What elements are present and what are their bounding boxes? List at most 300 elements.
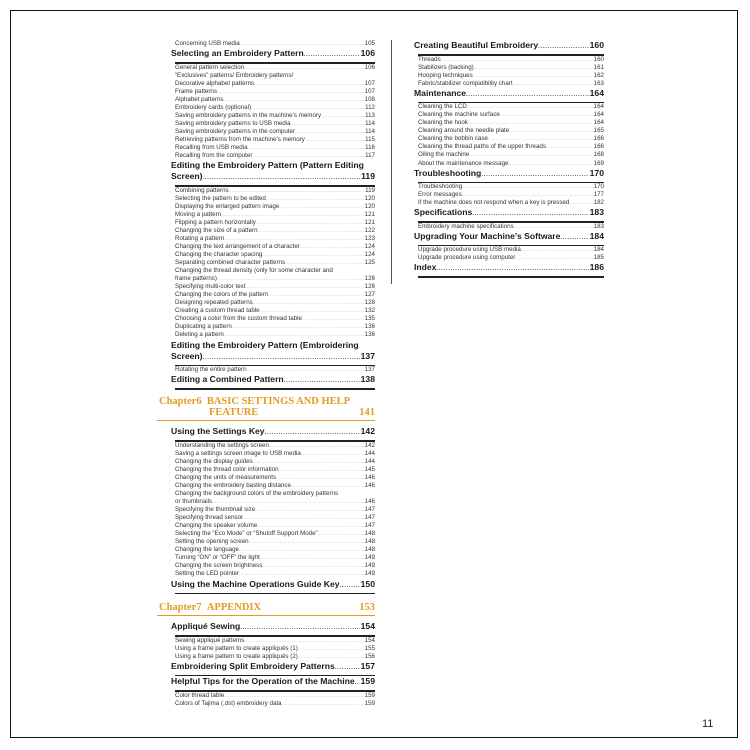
toc-entry-page: 106 — [360, 48, 375, 59]
chapter6-rule — [157, 420, 375, 422]
toc-entry-page: 137 — [364, 366, 375, 373]
toc-entry-title: General pattern selection — [175, 63, 245, 71]
toc-entry-title: Helpful Tips for the Operation of the Machine — [171, 676, 355, 687]
toc-entry-title: Editing a Combined Pattern — [171, 374, 284, 385]
toc-entry-page: 184 — [593, 246, 604, 254]
toc-section-entry[interactable] — [157, 351, 375, 364]
toc-section-entry[interactable] — [400, 168, 604, 181]
dot-leader — [462, 191, 593, 199]
toc-section-entry[interactable] — [157, 579, 375, 592]
toc-section-entry[interactable] — [157, 374, 375, 387]
chapter7-entries — [157, 621, 375, 708]
toc-entry-page: 161 — [593, 63, 604, 71]
toc-section-entry[interactable] — [157, 426, 375, 439]
toc-entry[interactable] — [157, 331, 375, 339]
toc-entry-page: 107 — [364, 87, 375, 95]
toc-entry-page: 155 — [364, 644, 375, 652]
toc-entry-page: 183 — [593, 222, 604, 230]
chapter6-page: 141 — [359, 407, 375, 419]
toc-entry-page: 106 — [364, 63, 375, 71]
toc-entry-title: Understanding the settings screen — [175, 441, 269, 449]
toc-entry-title-line: “Exclusives” patterns/ Embroidery patterns/ — [175, 71, 294, 79]
toc-section-entry[interactable] — [400, 231, 604, 244]
toc-entry-title: Selecting the pattern to be edited — [175, 194, 266, 202]
toc-entry-page: 119 — [361, 171, 375, 182]
toc-entry-page: 150 — [360, 578, 375, 589]
toc-entry-title: Decorative alphabet patterns — [175, 79, 255, 87]
toc-entry-title: Combining patterns — [175, 186, 229, 194]
toc-entry[interactable] — [400, 72, 604, 80]
toc-entry-page: 121 — [364, 218, 375, 226]
toc-entry[interactable] — [157, 128, 375, 136]
toc-right-entries — [400, 40, 604, 278]
toc-entry[interactable] — [400, 111, 604, 119]
toc-entry-page: 148 — [364, 538, 375, 546]
toc-entry[interactable] — [157, 96, 375, 104]
dot-leader — [481, 168, 588, 181]
toc-entry-page: 170 — [589, 167, 604, 178]
toc-entry-page: 138 — [360, 374, 375, 385]
toc-entry-page: 160 — [589, 40, 604, 50]
section-rule — [175, 388, 375, 390]
toc-entry[interactable] — [157, 466, 375, 474]
toc-section-entry[interactable] — [400, 40, 604, 53]
toc-entry[interactable] — [157, 219, 375, 227]
dot-leader — [255, 506, 364, 514]
dot-leader — [221, 211, 364, 219]
toc-entry-page: 136 — [364, 331, 375, 339]
dot-leader — [513, 80, 593, 88]
toc-entry-page: 114 — [365, 119, 375, 127]
toc-section-title-line: Editing the Embroidery Pattern (Embroidering — [171, 339, 359, 350]
toc-entry[interactable] — [157, 562, 375, 570]
toc-entry-title: If the machine does not respond when a key is pressed — [418, 199, 570, 207]
toc-entry[interactable] — [157, 450, 375, 458]
dot-leader — [262, 251, 363, 259]
toc-entry-title: Changing the speaker volume — [175, 522, 258, 530]
toc-entry-page: 148 — [364, 530, 375, 538]
toc-entry-page: 147 — [364, 514, 375, 522]
toc-entry-title: Using the Machine Operations Guide Key — [171, 578, 340, 589]
toc-entry-title: Troubleshooting — [414, 167, 482, 178]
dot-leader — [318, 530, 364, 538]
toc-entry-title: Frame patterns — [175, 87, 217, 95]
toc-entry-page: 142 — [360, 426, 375, 437]
toc-entry-title: Index — [414, 262, 437, 273]
toc-entry-page: 165 — [593, 127, 604, 135]
toc-entry-page: 177 — [593, 191, 604, 199]
toc-entry[interactable] — [157, 120, 375, 128]
toc-entry[interactable] — [157, 203, 375, 211]
toc-entry[interactable] — [157, 506, 375, 514]
toc-entry-title: Saving embroidery patterns to USB media — [175, 119, 291, 127]
toc-entry[interactable] — [400, 103, 604, 111]
toc-entry-page: 144 — [364, 449, 375, 457]
toc-entry-page: 149 — [364, 570, 375, 578]
toc-entry-page: 147 — [364, 522, 375, 530]
toc-section-entry[interactable] — [157, 661, 375, 674]
toc-entry-title: Screen) — [171, 171, 203, 182]
toc-entry-title: Recalling from USB media — [175, 144, 248, 152]
toc-entry-page: 120 — [364, 202, 375, 210]
toc-entry[interactable] — [157, 522, 375, 530]
toc-section-entry[interactable] — [157, 48, 375, 61]
toc-entry-title: Stabilizers (backing) — [418, 63, 474, 71]
dot-leader — [279, 466, 364, 474]
section-rule — [175, 593, 375, 595]
toc-entry[interactable] — [400, 246, 604, 254]
dot-leader — [300, 243, 364, 251]
toc-entry-title: Concerning USB media — [175, 40, 240, 47]
toc-entry[interactable] — [157, 112, 375, 120]
toc-section-entry[interactable] — [400, 88, 604, 101]
dot-leader — [239, 546, 364, 554]
dot-leader — [298, 653, 364, 661]
toc-entry[interactable] — [400, 151, 604, 159]
toc-entry-title: Cleaning the hook — [418, 119, 468, 127]
toc-entry[interactable] — [400, 119, 604, 127]
toc-entry[interactable] — [400, 64, 604, 72]
toc-entry-page: 107 — [364, 79, 375, 87]
dot-leader — [232, 323, 364, 331]
toc-entry-title: frame patterns) — [175, 275, 217, 283]
chapter7-rule — [157, 615, 375, 617]
toc-entry-page: 149 — [364, 562, 375, 570]
dot-leader — [462, 183, 593, 191]
dot-leader — [276, 474, 364, 482]
toc-entry-title: Cleaning the machine surface — [418, 111, 500, 119]
toc-entry-title: Selecting the “Eco Mode” or “Shutoff Support Mode” — [175, 530, 318, 538]
toc-entry-title: Creating a custom thread table — [175, 307, 260, 315]
toc-entry-page: 164 — [593, 103, 604, 111]
toc-entry-page: 169 — [593, 159, 604, 167]
dot-leader — [260, 307, 364, 315]
toc-entry[interactable] — [157, 243, 375, 251]
toc-entry-title: About the maintenance message — [418, 159, 509, 167]
chapter7-label: Chapter7 — [159, 602, 202, 614]
toc-entry-page: 117 — [365, 152, 375, 160]
chapter6-title-line2: FEATURE — [209, 407, 259, 419]
toc-entry-page: 166 — [593, 135, 604, 143]
dot-leader — [321, 112, 364, 120]
dot-leader — [538, 40, 589, 53]
chapter7-page: 153 — [359, 602, 375, 614]
toc-entry[interactable] — [157, 653, 375, 661]
toc-entry-page: 164 — [589, 87, 604, 98]
chapter6-entries — [157, 426, 375, 594]
toc-entry-title: Designing repeated patterns — [175, 299, 253, 307]
toc-entry[interactable] — [157, 637, 375, 645]
dot-leader — [253, 458, 364, 466]
toc-entry-title: or thumbnails — [175, 498, 213, 506]
dot-leader — [302, 315, 364, 323]
toc-entry[interactable] — [157, 530, 375, 538]
section-rule — [418, 276, 604, 278]
toc-entry[interactable] — [400, 254, 604, 262]
toc-entry-title: Choosing a color from the custom thread table — [175, 315, 302, 323]
dot-leader — [251, 104, 364, 112]
toc-entry-page: 159 — [364, 699, 375, 707]
chapter6-heading — [157, 396, 375, 419]
toc-entry[interactable] — [157, 498, 375, 506]
toc-entry-page: 164 — [593, 111, 604, 119]
toc-entry[interactable] — [157, 283, 375, 291]
toc-entry-title: Error messages — [418, 191, 462, 199]
toc-entry[interactable] — [157, 366, 375, 374]
toc-entry[interactable] — [157, 538, 375, 546]
toc-entry-title: Screen) — [171, 350, 203, 361]
dot-leader — [249, 538, 364, 546]
dot-leader — [224, 692, 363, 700]
toc-entry-page: 156 — [364, 652, 375, 660]
dot-leader — [509, 127, 593, 135]
toc-entry[interactable] — [157, 315, 375, 323]
dot-leader — [295, 128, 364, 136]
toc-entry-page: 132 — [364, 307, 375, 315]
toc-entry-title: Changing the language — [175, 546, 239, 554]
dot-leader — [508, 160, 592, 168]
toc-entry-page: 120 — [364, 194, 375, 202]
dot-leader — [265, 426, 360, 439]
toc-entry[interactable] — [157, 152, 375, 160]
toc-entry[interactable] — [157, 88, 375, 96]
toc-entry-title: Fabric/stabilizer compatibility chart — [418, 79, 513, 87]
dot-leader — [469, 151, 592, 159]
toc-section-entry[interactable] — [400, 262, 604, 275]
toc-entry-page: 147 — [364, 506, 375, 514]
toc-entry-title: Specifications — [414, 207, 473, 218]
toc-entry-title: Changing the units of measurements — [175, 473, 277, 481]
toc-entry-page: 185 — [593, 254, 604, 262]
toc-entry-page: 163 — [593, 79, 604, 87]
toc-entry-page: 136 — [364, 323, 375, 331]
toc-entry[interactable] — [157, 700, 375, 708]
toc-entry[interactable] — [157, 514, 375, 522]
toc-entry-title: Cleaning the bobbin case — [418, 135, 488, 143]
dot-leader — [254, 80, 364, 88]
toc-entry[interactable] — [157, 546, 375, 554]
toc-entry-page: 123 — [364, 234, 375, 242]
dot-leader — [291, 482, 364, 490]
dot-leader — [282, 700, 364, 708]
toc-entry-title: Using the Settings Key — [171, 426, 265, 437]
toc-entry-page: 127 — [364, 291, 375, 299]
toc-entry[interactable] — [400, 160, 604, 168]
dot-leader — [285, 259, 364, 267]
toc-entry-title: Changing the size of a pattern — [175, 226, 258, 234]
dot-leader — [546, 143, 593, 151]
chapter7-heading — [157, 602, 375, 614]
dot-leader — [253, 299, 364, 307]
toc-entry-title: Setting the LED pointer — [175, 570, 239, 578]
toc-entry-page: 125 — [364, 259, 375, 267]
toc-entry-page: 116 — [365, 144, 375, 152]
toc-entry-page: 108 — [364, 95, 375, 103]
toc-entry-page: 126 — [364, 283, 375, 291]
toc-entry-title: Embroidery cards (optional) — [175, 103, 251, 111]
toc-entry[interactable] — [157, 235, 375, 243]
toc-entry[interactable] — [400, 199, 604, 207]
toc-entry[interactable] — [157, 144, 375, 152]
toc-section-entry[interactable] — [400, 207, 604, 220]
toc-entry[interactable] — [157, 554, 375, 562]
dot-leader — [521, 246, 593, 254]
toc-entry-page: 119 — [365, 186, 375, 194]
toc-entry[interactable] — [157, 307, 375, 315]
toc-entry-page: 122 — [364, 226, 375, 234]
toc-entry[interactable] — [157, 251, 375, 259]
toc-entry-page: 160 — [593, 55, 604, 63]
chapter6-title-line1: BASIC SETTINGS AND HELP — [206, 395, 351, 407]
toc-entry[interactable] — [157, 291, 375, 299]
toc-entry[interactable] — [157, 227, 375, 235]
dot-leader — [262, 562, 363, 570]
toc-entry-title: Turning “ON” or “OFF” the light — [175, 554, 260, 562]
toc-entry-page: 157 — [360, 660, 375, 671]
toc-entry-page: 168 — [593, 151, 604, 159]
toc-entry-page: 145 — [364, 465, 375, 473]
dot-leader — [301, 450, 364, 458]
toc-entry[interactable] — [157, 570, 375, 578]
dot-leader — [256, 219, 364, 227]
toc-left-entries — [157, 40, 375, 390]
toc-entry-title: Color thread table — [175, 691, 225, 699]
toc-entry[interactable] — [157, 211, 375, 219]
toc-entry-page: 159 — [364, 691, 375, 699]
toc-entry[interactable] — [157, 259, 375, 267]
toc-entry-title: Alphabet patterns — [175, 95, 224, 103]
dot-leader — [260, 554, 364, 562]
toc-entry-page: 162 — [593, 71, 604, 79]
toc-entry[interactable] — [157, 482, 375, 490]
toc-entry[interactable] — [400, 143, 604, 151]
toc-entry[interactable] — [400, 135, 604, 143]
toc-entry[interactable] — [157, 80, 375, 88]
toc-entry-title: Separating combined character patterns — [175, 259, 286, 267]
toc-entry-title: Creating Beautiful Embroidery — [414, 40, 539, 50]
dot-leader — [284, 374, 360, 387]
dot-leader — [436, 262, 588, 275]
dot-leader — [224, 96, 364, 104]
toc-entry[interactable] — [400, 191, 604, 199]
toc-entry-title: Saving embroidery patterns in the computer — [175, 127, 296, 135]
toc-entry-title: Changing the character spacing — [175, 250, 263, 258]
toc-entry-page: 144 — [364, 457, 375, 465]
toc-entry-title: Moving a pattern — [175, 210, 222, 218]
toc-entry[interactable] — [400, 183, 604, 191]
dot-leader — [239, 570, 364, 578]
toc-entry[interactable] — [157, 692, 375, 700]
toc-entry-page: 182 — [593, 199, 604, 207]
toc-entry-page: 183 — [589, 207, 604, 218]
dot-leader — [268, 291, 363, 299]
dot-leader — [473, 72, 593, 80]
toc-entry-title-line: Changing the thread density (only for some character and — [175, 267, 333, 275]
toc-section-entry[interactable] — [157, 621, 375, 634]
toc-entry[interactable] — [157, 299, 375, 307]
dot-leader — [304, 48, 360, 61]
toc-entry-title: Using a frame pattern to create appliqués (1) — [175, 644, 298, 652]
toc-entry[interactable] — [157, 136, 375, 144]
toc-entry[interactable] — [157, 187, 375, 195]
toc-entry-title: Embroidery machine specifications — [418, 222, 514, 230]
dot-leader — [224, 331, 364, 339]
toc-entry-title: Specifying the thumbnail size — [175, 506, 256, 514]
toc-entry[interactable] — [157, 64, 375, 72]
toc-entry-page: 184 — [589, 230, 604, 241]
dot-leader — [472, 207, 588, 220]
toc-entry-page: 124 — [364, 242, 375, 250]
toc-entry-page: 166 — [593, 143, 604, 151]
toc-entry[interactable] — [157, 474, 375, 482]
toc-entry-title: Rotating the entire pattern — [175, 366, 247, 373]
toc-entry-page: 149 — [364, 554, 375, 562]
toc-entry-title-line: Changing the background colors of the embroidery patterns — [175, 490, 339, 498]
toc-entry-page: 154 — [360, 621, 375, 632]
toc-entry[interactable] — [400, 80, 604, 88]
toc-entry-title: Cleaning around the needle plate — [418, 127, 510, 135]
toc-entry[interactable] — [157, 645, 375, 653]
toc-entry-title: Colors of Tajima (.dst) embroidery data — [175, 699, 282, 707]
page-number: 11 — [702, 718, 714, 730]
toc-entry-title: Saving embroidery patterns in the machine’s memory — [175, 111, 322, 119]
toc-entry-page: 112 — [365, 103, 375, 111]
toc-entry-title: Flipping a pattern horizontally — [175, 218, 256, 226]
toc-entry-page: 146 — [364, 473, 375, 481]
toc-entry[interactable] — [157, 323, 375, 331]
toc-entry-page: 126 — [364, 275, 375, 283]
toc-entry-title: Upgrade procedure using computer — [418, 254, 516, 262]
dot-leader — [305, 136, 364, 144]
dot-leader — [468, 119, 593, 127]
toc-entry[interactable] — [157, 40, 375, 48]
toc-entry[interactable] — [157, 275, 375, 283]
dot-leader — [247, 366, 364, 374]
toc-entry-page: 154 — [364, 636, 375, 644]
toc-entry-title: Retrieving patterns from the machine’s memory — [175, 135, 305, 143]
dot-leader — [244, 64, 364, 72]
toc-entry-title: Changing the screen brightness — [175, 562, 263, 570]
toc-entry-page: 124 — [364, 250, 375, 258]
toc-entry-page: 113 — [365, 111, 375, 119]
dot-leader — [212, 498, 364, 506]
toc-entry[interactable] — [157, 104, 375, 112]
dot-leader — [203, 351, 360, 364]
toc-entry-title: Cleaning the thread paths of the upper threads — [418, 143, 546, 151]
dot-leader — [248, 144, 365, 152]
dot-leader — [252, 152, 364, 160]
toc-entry[interactable] — [157, 195, 375, 203]
toc-entry[interactable] — [157, 442, 375, 450]
dot-leader — [217, 275, 364, 283]
toc-entry-page: 115 — [365, 135, 375, 143]
dot-leader — [335, 661, 360, 674]
toc-entry[interactable] — [157, 458, 375, 466]
dot-leader — [240, 621, 359, 634]
toc-entry-page: 142 — [364, 441, 375, 449]
toc-entry[interactable] — [400, 56, 604, 64]
toc-entry[interactable] — [400, 127, 604, 135]
toc-section-entry[interactable] — [157, 171, 375, 184]
toc-entry-title: Duplicating a pattern — [175, 323, 232, 331]
toc-entry-page: 170 — [593, 183, 604, 191]
toc-right-column — [400, 40, 604, 278]
toc-section-entry[interactable] — [157, 676, 375, 689]
toc-entry-title: Changing the display guides — [175, 457, 253, 465]
dot-leader — [257, 522, 363, 530]
dot-leader — [224, 235, 363, 243]
toc-entry[interactable] — [400, 223, 604, 231]
